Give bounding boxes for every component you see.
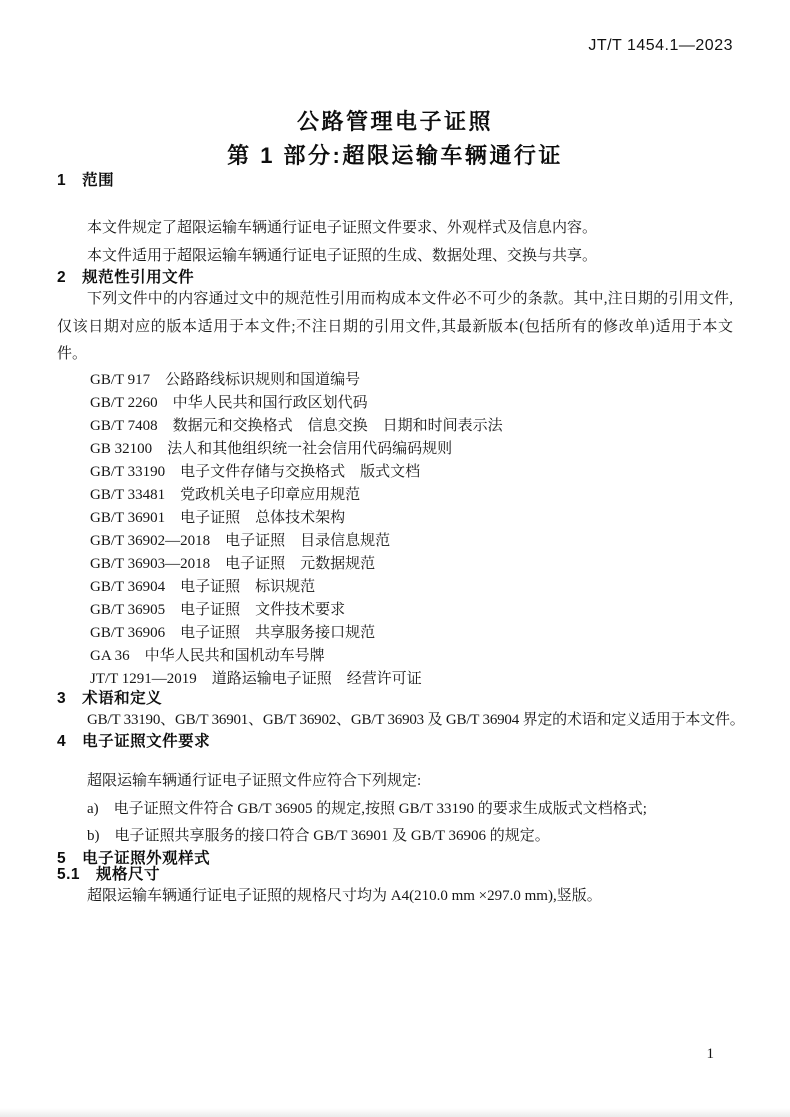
section-1-paragraph: 本文件适用于超限运输车辆通行证电子证照的生成、数据处理、交换与共享。 (87, 247, 598, 264)
page-number: 1 (706, 1046, 714, 1062)
reference-item: GB/T 33481 党政机关电子印章应用规范 (90, 486, 361, 503)
section-3-heading: 3 术语和定义 (57, 689, 163, 707)
reference-item: GB/T 36906 电子证照 共享服务接口规范 (90, 624, 376, 641)
reference-item: JT/T 1291—2019 道路运输电子证照 经营许可证 (90, 670, 422, 687)
reference-item: GB/T 36902—2018 电子证照 目录信息规范 (90, 532, 391, 549)
title-line-1: 公路管理电子证照 (296, 109, 493, 134)
section-2-heading: 2 规范性引用文件 (57, 269, 195, 286)
section-4-heading: 4 电子证照文件要求 (57, 733, 211, 750)
reference-item: GB/T 917 公路路线标识规则和国道编号 (90, 371, 361, 388)
reference-item: GA 36 中华人民共和国机动车号牌 (90, 647, 325, 664)
section-2-intro: 下列文件中的内容通过文中的规范性引用而构成本文件必不可少的条款。其中,注日期的引用文件,仅该日期对应的版本适用于本文件;不注日期的引用文件,其最新版本(包括所有的修改单)适用于本文件。 (57, 291, 733, 362)
reference-item: GB/T 7408 数据元和交换格式 信息交换 日期和时间表示法 (90, 417, 503, 434)
section-5-1-paragraph: 超限运输车辆通行证电子证照的规格尺寸均为 A4(210.0 mm ×297.0 mm),竖版。 (87, 887, 602, 904)
section-4-item-b: b) 电子证照共享服务的接口符合 GB/T 36901 及 GB/T 36906 的规定。 (87, 828, 550, 844)
standard-code: JT/T 1454.1—2023 (588, 37, 733, 54)
reference-item: GB/T 2260 中华人民共和国行政区划代码 (90, 394, 368, 411)
section-4-intro: 超限运输车辆通行证电子证照文件应符合下列规定: (87, 773, 422, 789)
section-4-item-a: a) 电子证照文件符合 GB/T 36905 的规定,按照 GB/T 33190 的要求生成版式文档格式; (87, 800, 647, 817)
section-3-paragraph: GB/T 33190、GB/T 36901、GB/T 36902、GB/T 36903 及 GB/T 36904 界定的术语和定义适用于本文件。 (87, 711, 745, 728)
reference-item: GB/T 36903—2018 电子证照 元数据规范 (90, 555, 376, 572)
reference-item: GB/T 33190 电子文件存储与交换格式 版式文档 (90, 463, 421, 480)
reference-item: GB/T 36904 电子证照 标识规范 (90, 578, 316, 595)
scan-edge-shadow (0, 1108, 790, 1117)
reference-item: GB/T 36901 电子证照 总体技术架构 (90, 509, 346, 526)
reference-item: GB 32100 法人和其他组织统一社会信用代码编码规则 (90, 440, 453, 457)
section-1-heading: 1 范围 (57, 172, 115, 189)
section-1-body (57, 215, 733, 270)
reference-item: GB/T 36905 电子证照 文件技术要求 (90, 601, 346, 618)
section-4-body (57, 768, 733, 851)
section-5-heading: 5 电子证照外观样式 (57, 849, 211, 867)
section-5-1-heading: 5.1 规格尺寸 (57, 865, 161, 883)
references-list (57, 369, 733, 691)
title-line-2: 第 1 部分:超限运输车辆通行证 (227, 143, 563, 168)
section-1-paragraph: 本文件规定了超限运输车辆通行证电子证照文件要求、外观样式及信息内容。 (87, 220, 598, 236)
document-title (57, 105, 733, 173)
